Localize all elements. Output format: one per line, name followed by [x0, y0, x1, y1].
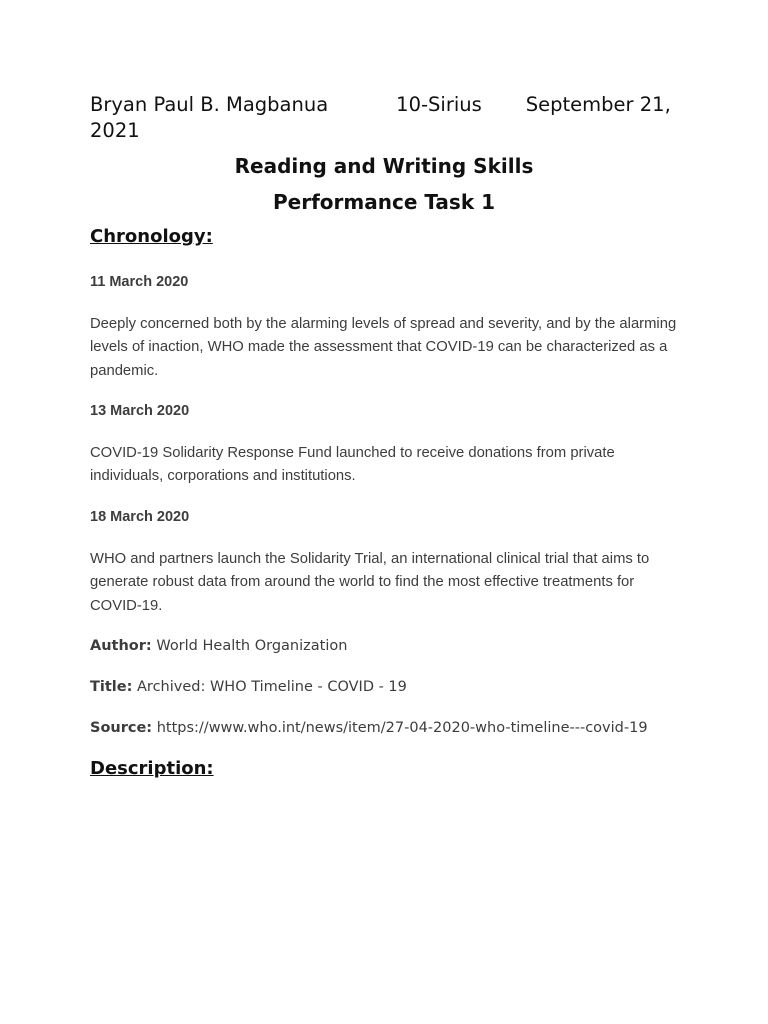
entry-date: 18 March 2020	[90, 509, 190, 525]
submission-date: September 21, 2021	[90, 93, 671, 142]
author-value: World Health Organization	[156, 638, 348, 654]
entry-text: Deeply concerned both by the alarming levels of spread and severity, and by the alarming levels of inaction, WHO made the assessment that COVID-19 can be characterized as a pandemic.	[90, 316, 677, 379]
citation-author	[90, 638, 347, 654]
description-heading: Description:	[90, 758, 214, 779]
source-label: Source:	[90, 720, 153, 736]
source-value: https://www.who.int/news/item/27-04-2020-who-timeline---covid-19	[156, 720, 648, 736]
citation-title	[90, 679, 407, 695]
citation-source	[90, 720, 648, 736]
entry-date: 13 March 2020	[90, 403, 190, 419]
entry-text: COVID-19 Solidarity Response Fund launched to receive donations from private individuals, corporations and institutions.	[90, 445, 615, 485]
entry-date: 11 March 2020	[90, 274, 189, 290]
title-label: Title:	[90, 679, 133, 695]
entry-text: WHO and partners launch the Solidarity Trial, an international clinical trial that aims to generate robust data from around the world to find the most effective treatments for COVID-19.	[90, 551, 650, 614]
student-header	[90, 92, 690, 144]
title-value: Archived: WHO Timeline - COVID - 19	[137, 679, 407, 695]
student-name: Bryan Paul B. Magbanua	[90, 93, 329, 116]
student-section: 10-Sirius	[396, 93, 482, 116]
course-title: Reading and Writing Skills	[234, 154, 534, 178]
author-label: Author:	[90, 638, 152, 654]
chronology-heading: Chronology:	[90, 226, 213, 247]
task-title: Performance Task 1	[273, 190, 495, 214]
